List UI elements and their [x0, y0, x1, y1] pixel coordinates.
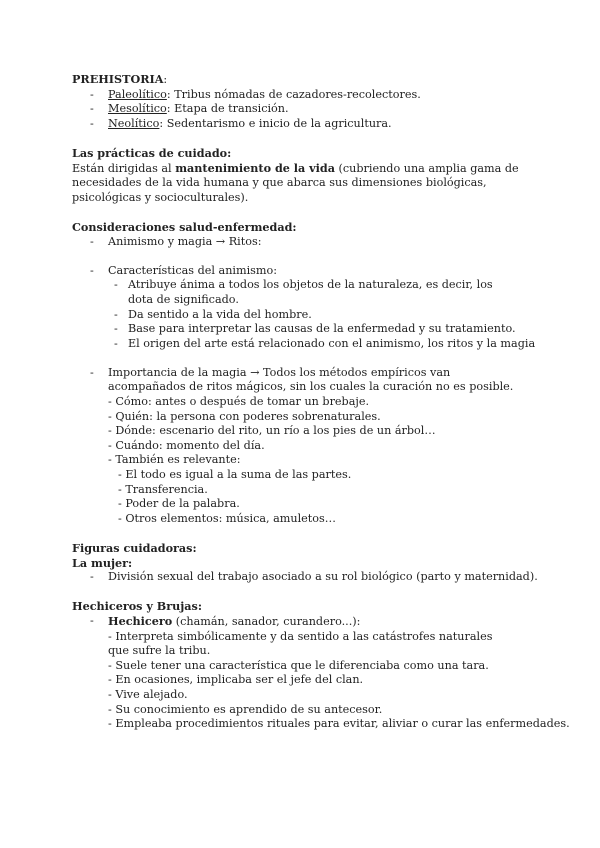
- bullet-dash-icon: -: [90, 87, 94, 101]
- prehistoria-heading: [72, 72, 542, 88]
- list-item: [72, 308, 542, 323]
- document-page: [72, 72, 570, 732]
- bullet-dash-icon: -: [90, 116, 94, 130]
- relevante-line: - El todo es igual a la suma de las partes.: [118, 468, 352, 482]
- list-item: [72, 117, 542, 132]
- detail-line: - También es relevante:: [108, 453, 241, 467]
- list-item: [72, 337, 542, 352]
- hechicero-line: - En ocasiones, implicaba ser el jefe del clan.: [108, 673, 364, 687]
- list-item: [72, 264, 542, 279]
- caracteristica-text: Da sentido a la vida del hombre.: [128, 307, 312, 321]
- period-term: Mesolítico: [108, 102, 167, 116]
- bullet-dash-icon: -: [90, 263, 94, 277]
- list-item: [72, 278, 500, 307]
- hechicero-line: - Vive alejado.: [108, 687, 188, 701]
- list-item: [72, 570, 542, 585]
- animismo-magia-text: Animismo y magia → Ritos:: [108, 234, 262, 248]
- list-item: [72, 366, 524, 395]
- mujer-heading: La mujer:: [72, 555, 133, 570]
- list-item: [72, 102, 542, 117]
- caracteristicas-title: Características del animismo:: [108, 263, 278, 277]
- practicas-text-before: Están dirigidas al: [72, 161, 176, 175]
- relevante-line: - Otros elementos: música, amuletos…: [118, 511, 336, 525]
- detail-line: - Dónde: escenario del rito, un río a los pies de un árbol…: [108, 424, 436, 438]
- hechicero-line: - Suele tener una característica que le diferenciaba como una tara.: [108, 658, 489, 672]
- relevante-line: - Poder de la palabra.: [118, 497, 240, 511]
- prehistoria-colon: :: [163, 73, 168, 86]
- detail-line: - Quién: la persona con poderes sobrenaturales.: [108, 409, 381, 423]
- caracteristica-text: Atribuye ánima a todos los objetos de la naturaleza, es decir, los dota de significado.: [128, 278, 493, 306]
- hechicero-rest: (chamán, sanador, curandero...):: [172, 614, 361, 628]
- list-item: [72, 235, 542, 250]
- relevante-line: - Transferencia.: [118, 482, 208, 496]
- period-desc: : Sedentarismo e inicio de la agricultura.: [159, 116, 392, 130]
- bullet-dash-icon: -: [90, 102, 94, 116]
- list-item: [72, 614, 542, 630]
- bullet-dash-icon: -: [90, 570, 94, 584]
- list-item: [72, 322, 542, 337]
- hechicero-line: - Empleaba procedimientos rituales para evitar, aliviar o curar las enfermedades.: [108, 717, 570, 731]
- hechiceros-heading: Hechiceros y Brujas:: [72, 599, 202, 614]
- bullet-dash-icon: -: [90, 613, 94, 627]
- practicas-heading: Las prácticas de cuidado:: [72, 145, 232, 160]
- importancia-text: Importancia de la magia → Todos los métodos empíricos van acompañados de ritos mágicos, sin los cuales la curación no es posible.: [108, 365, 514, 394]
- period-desc: : Etapa de transición.: [166, 102, 289, 116]
- practicas-text-after: (cubriendo una amplia gama de necesidades de la vida humana y que abarca sus dimensiones biológicas, psicológicas y socioculturales).: [72, 161, 519, 204]
- consideraciones-heading: Consideraciones salud-enfermedad:: [72, 219, 297, 234]
- detail-line: - Cuándo: momento del día.: [108, 438, 265, 452]
- bullet-dash-icon: -: [90, 234, 94, 248]
- bullet-dash-icon: -: [90, 365, 94, 379]
- period-desc: : Tribus nómadas de cazadores-recolectores.: [166, 87, 421, 101]
- bullet-dash-icon: -: [114, 307, 118, 321]
- bullet-dash-icon: -: [114, 322, 118, 336]
- detail-line: - Cómo: antes o después de tomar un brebaje.: [108, 395, 370, 409]
- hechicero-line: - Interpreta simbólicamente y da sentido a las catástrofes naturales que sufre la tribu.: [108, 629, 493, 658]
- caracteristica-text: El origen del arte está relacionado con el animismo, los ritos y la magia: [128, 336, 536, 350]
- period-term: Paleolítico: [108, 87, 167, 101]
- figuras-heading: Figuras cuidadoras:: [72, 541, 197, 555]
- hechicero-bold: Hechicero: [108, 613, 173, 628]
- list-item: [72, 88, 542, 103]
- period-term: Neolítico: [108, 116, 160, 130]
- mujer-text: División sexual del trabajo asociado a su rol biológico (parto y maternidad).: [108, 570, 538, 584]
- bullet-dash-icon: -: [114, 336, 118, 350]
- practicas-paragraph: [72, 161, 534, 206]
- prehistoria-title: PREHISTORIA: [72, 72, 164, 86]
- bullet-dash-icon: -: [114, 278, 118, 292]
- practicas-text-bold: mantenimiento de la vida: [175, 160, 335, 175]
- caracteristica-text: Base para interpretar las causas de la enfermedad y su tratamiento.: [128, 322, 516, 336]
- hechicero-line: - Su conocimiento es aprendido de su antecesor.: [108, 702, 383, 716]
